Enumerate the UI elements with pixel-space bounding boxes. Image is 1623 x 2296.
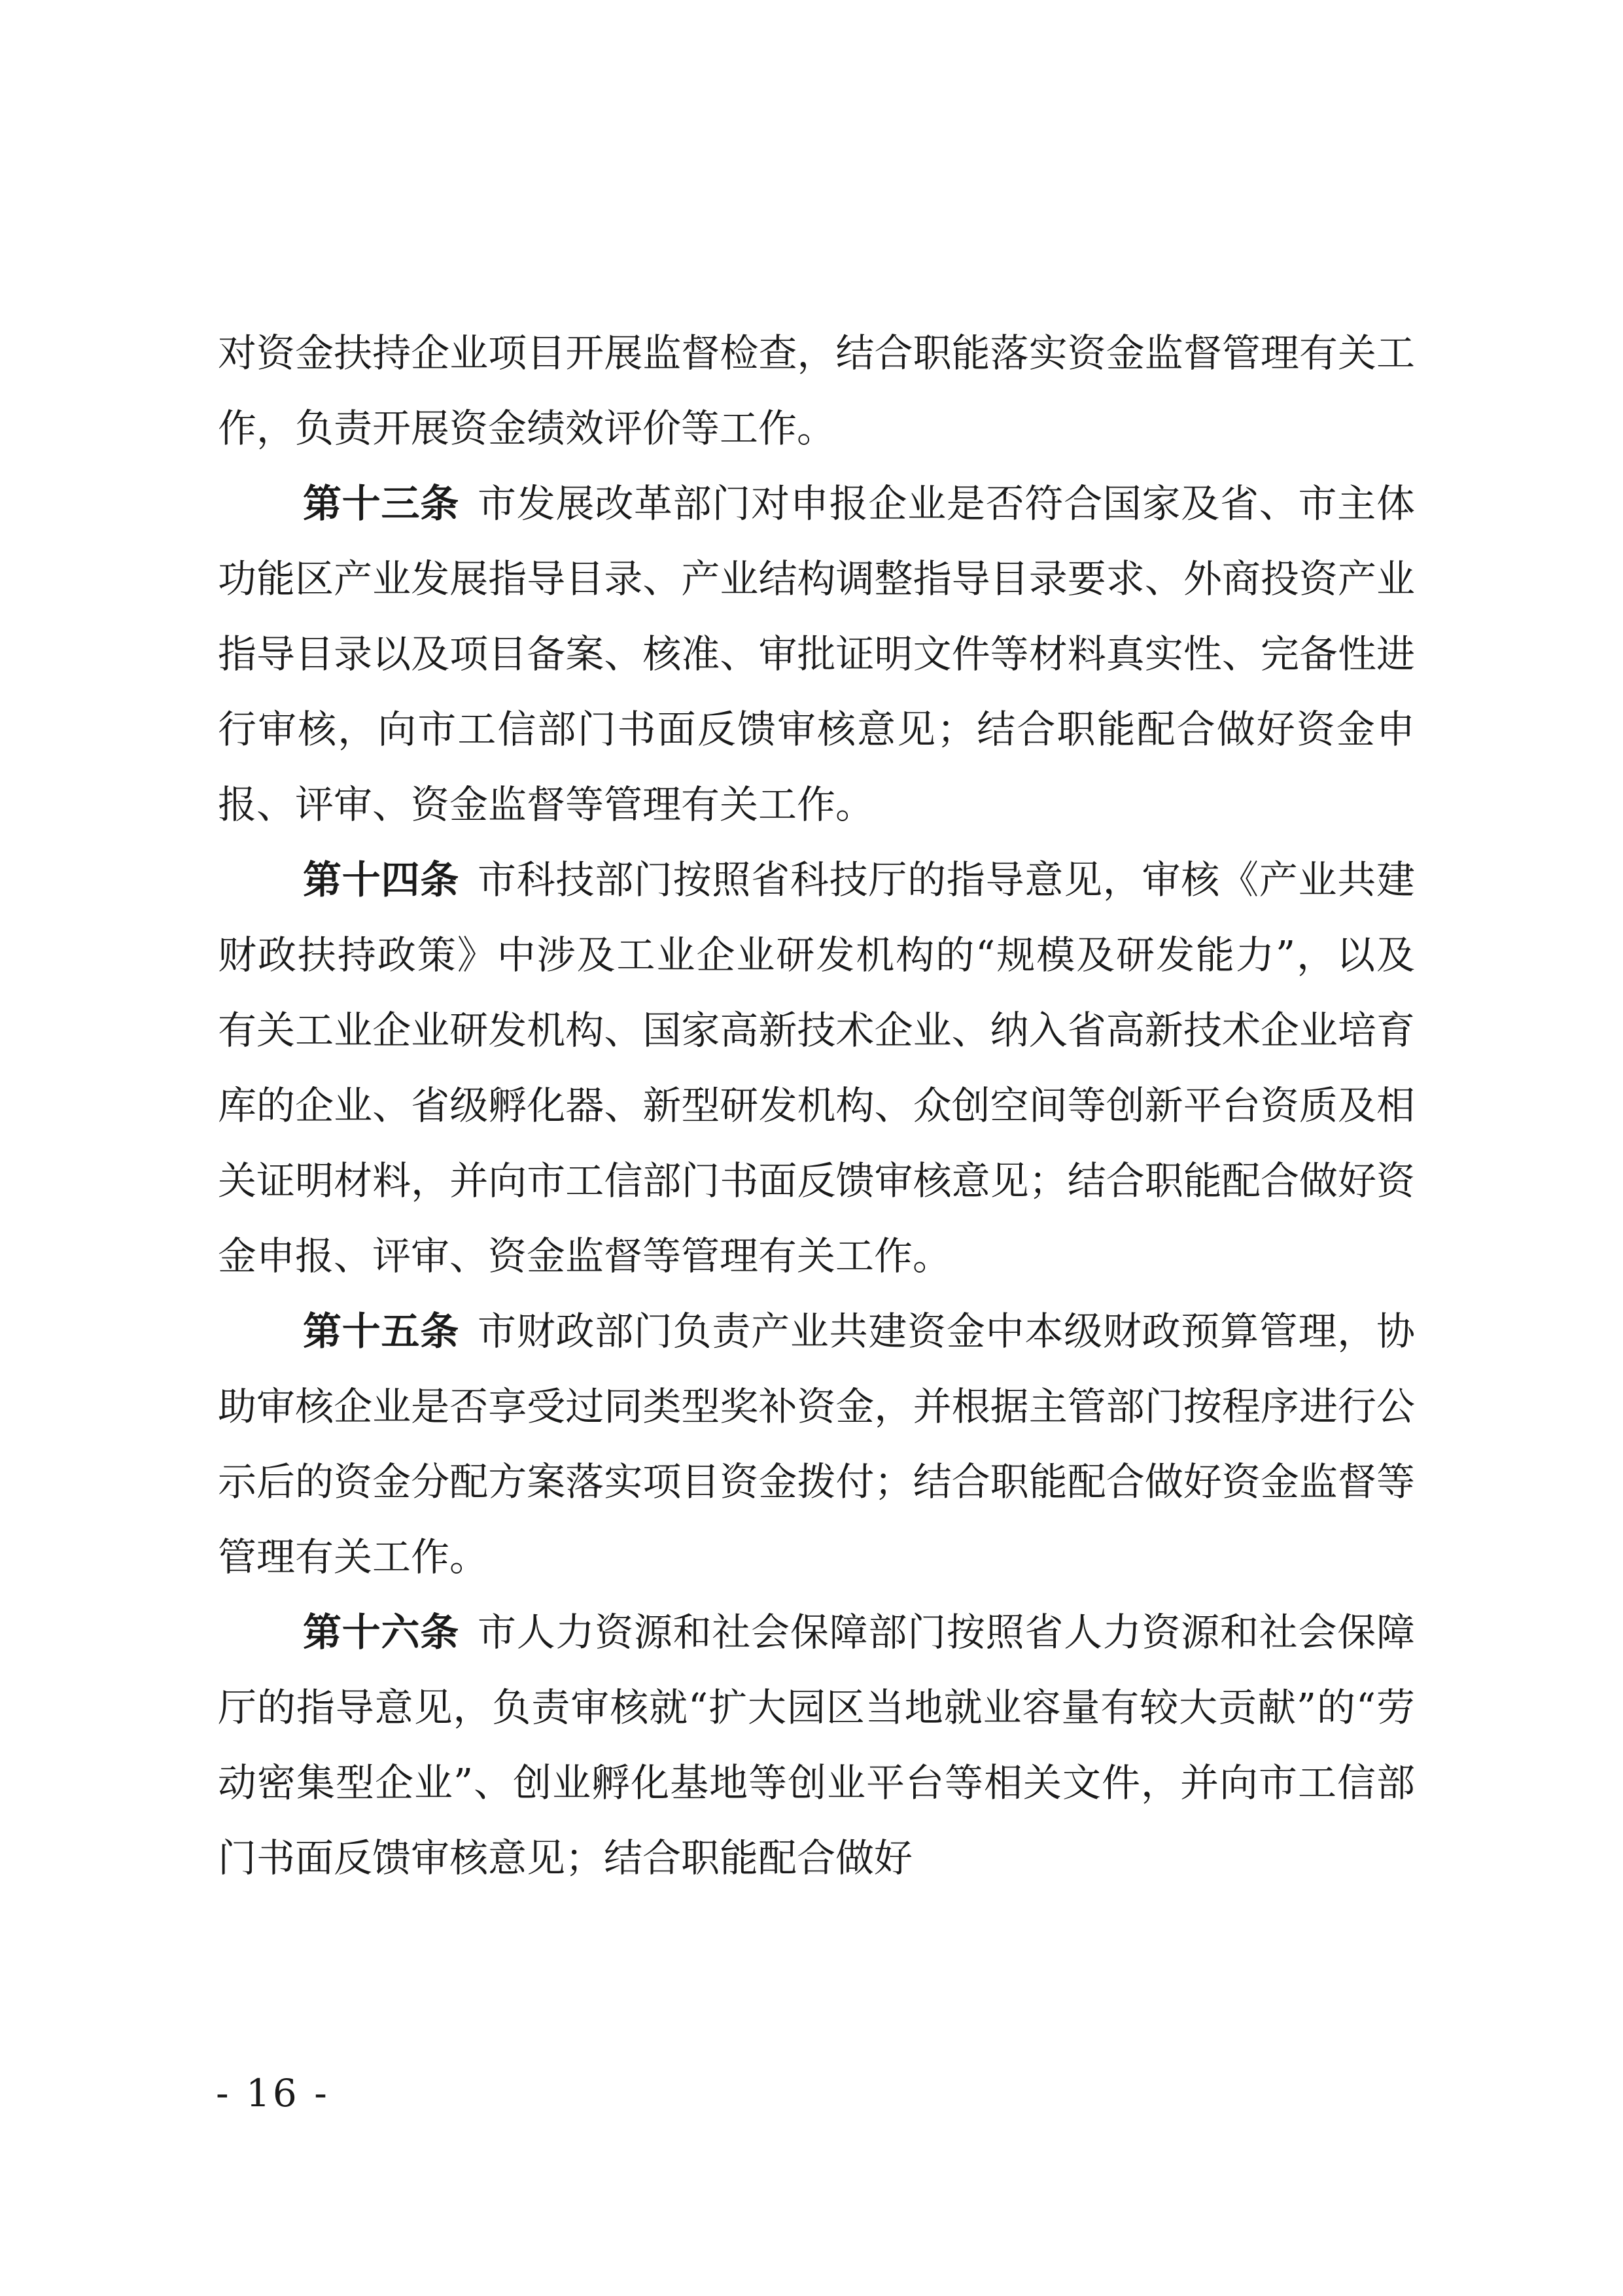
article-text: 市发展改革部门对申报企业是否符合国家及省、市主体功能区产业发展指导目录、产业结构调整指导目录要求、外商投资产业指导目录以及项目备案、核准、审批证明文件等材料真实性、完备性进行审核，向市工信部门书面反馈审核意见；结合职能配合做好资金申报、评审、资金监督等管理有关工作。 bbox=[218, 481, 1415, 827]
article-14 bbox=[218, 842, 1415, 1294]
paragraph-continuation bbox=[218, 315, 1415, 466]
article-heading: 第十五条 bbox=[303, 1309, 459, 1354]
body-text bbox=[218, 315, 1415, 1896]
article-heading: 第十四条 bbox=[303, 857, 459, 902]
page-number: - 16 - bbox=[216, 2071, 330, 2115]
paragraph-text: 对资金扶持企业项目开展监督检查，结合职能落实资金监督管理有关工作，负责开展资金绩效评价等工作。 bbox=[218, 330, 1415, 451]
article-13 bbox=[218, 466, 1415, 842]
article-text: 市财政部门负责产业共建资金中本级财政预算管理，协助审核企业是否享受过同类型奖补资金，并根据主管部门按程序进行公示后的资金分配方案落实项目资金拨付；结合职能配合做好资金监督等管理有关工作。 bbox=[218, 1309, 1415, 1580]
article-15 bbox=[218, 1294, 1415, 1595]
article-heading: 第十三条 bbox=[303, 481, 459, 526]
article-text: 市科技部门按照省科技厅的指导意见，审核《产业共建财政扶持政策》中涉及工业企业研发机构的“规模及研发能力”，以及有关工业企业研发机构、国家高新技术企业、纳入省高新技术企业培育库的企业、省级孵化器、新型研发机构、众创空间等创新平台资质及相关证明材料，并向市工信部门书面反馈审核意见；结合职能配合做好资金申报、评审、资金监督等管理有关工作。 bbox=[218, 857, 1415, 1279]
article-text: 市人力资源和社会保障部门按照省人力资源和社会保障厅的指导意见，负责审核就“扩大园区当地就业容量有较大贡献”的“劳动密集型企业”、创业孵化基地等创业平台等相关文件，并向市工信部门书面反馈审核意见；结合职能配合做好 bbox=[218, 1610, 1415, 1881]
article-heading: 第十六条 bbox=[303, 1610, 459, 1655]
article-16 bbox=[218, 1595, 1415, 1896]
